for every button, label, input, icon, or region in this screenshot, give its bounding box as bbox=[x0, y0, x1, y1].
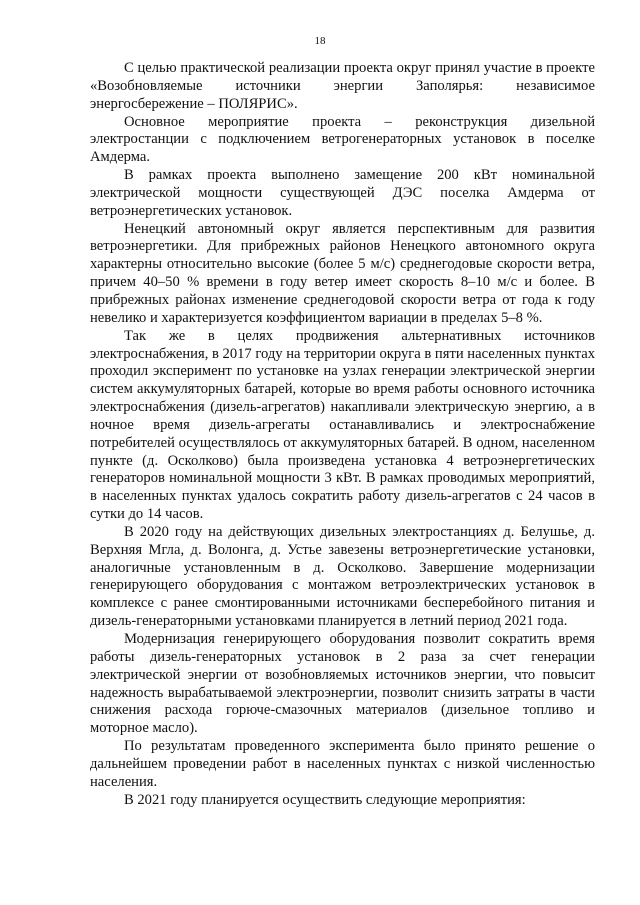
body-text bbox=[90, 60, 595, 809]
paragraph: С целью практической реализации проекта округ принял участие в проекте «Возобновляемые источники энергии Заполярья: независимое энергосбережение – ПОЛЯРИС». bbox=[90, 60, 595, 112]
paragraph: Основное мероприятие проекта – реконструкция дизельной электростанции с подключением ветрогенераторных установок в поселке Амдерма. bbox=[90, 113, 595, 166]
paragraph: В рамках проекта выполнено замещение 200 кВт номинальной электрической мощности существующей ДЭС поселка Амдерма от ветроэнергетических установок. bbox=[90, 167, 595, 219]
paragraph: Модернизация генерирующего оборудования позволит сократить время работы дизель-генераторных установок в 2 раза за счет генерации электрической энергии от возобновляемых источников энергии, что повысит надежность вырабатываемой электроэнергии, позволит снизить затраты в части снижения расхода горюче-смазочных материалов (дизельное топливо и моторное масло). bbox=[90, 631, 595, 737]
paragraph: В 2020 году на действующих дизельных электростанциях д. Белушье, д. Верхняя Мгла, д. Волонга, д. Устье завезены ветроэнергетические установки, аналогичные установленным в д. Осколково. Завершение модернизации генерирующего оборудования с монтажом ветроэлектрических установок в комплексе с ранее смонтированными источниками бесперебойного питания и дизель-генераторными установками планируется в летний период 2021 года. bbox=[90, 523, 595, 630]
paragraph: По результатам проведенного эксперимента было принято решение о дальнейшем проведении работ в населенных пунктах с низкой численностью населения. bbox=[90, 738, 595, 790]
paragraph: Ненецкий автономный округ является перспективным для развития ветроэнергетики. Для прибрежных районов Ненецкого автономного округа характерны относительно высокие (более 5 м/с) среднегодовые скорости ветра, причем 40–50 % времени в году ветер имеет скорость 8–10 м/с и более. В прибрежных районах изменение среднегодовой скорости ветра от года к году невелико и характеризуется коэффициентом вариации в пределах 5–8 %. bbox=[90, 220, 595, 326]
page-number: 18 bbox=[314, 35, 326, 47]
paragraph: Так же в целях продвижения альтернативных источников электроснабжения, в 2017 году на территории округа в пяти населенных пунктах проходил эксперимент по установке на узлах генерации электрической энергии систем аккумуляторных батарей, которые во время работы основного источника электроснабжения (дизель-агрегатов) накапливали электрическую энергию, а в ночное время дизель-агрегаты останавливались и электроснабжение потребителей осуществлялось от аккумуляторных батарей. В одном, населенном пункте (д. Осколково) была произведена установка 4 ветроэнергетических генераторов номинальной мощности 3 кВт. В рамках проводимых мероприятий, в населенных пунктах удалось сократить работу дизель-агрегатов с 24 часов в сутки до 14 часов. bbox=[90, 327, 595, 523]
paragraph: В 2021 году планируется осуществить следующие мероприятия: bbox=[124, 791, 526, 808]
